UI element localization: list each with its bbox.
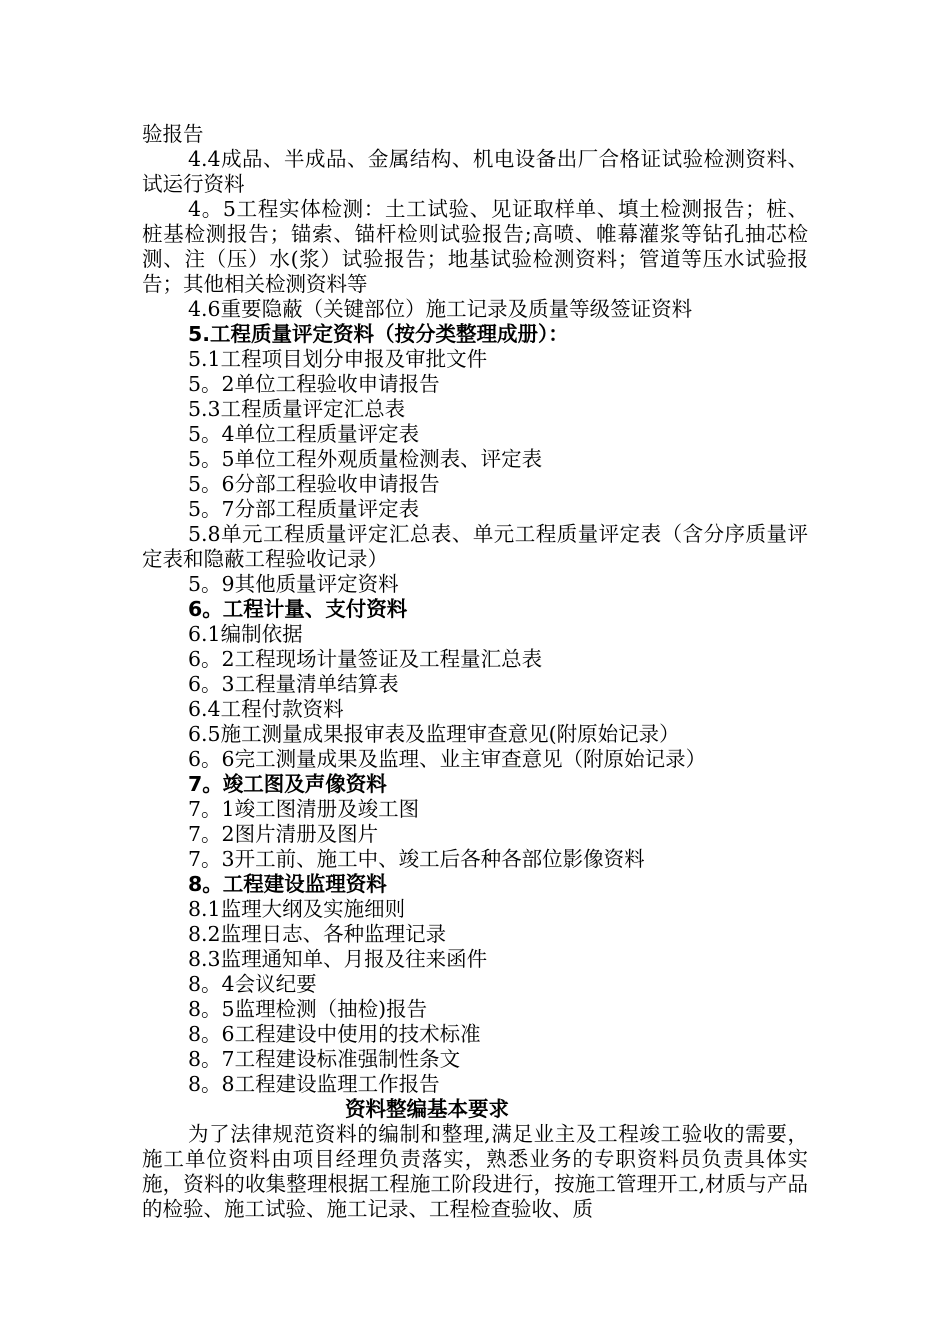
item-4-4: 4.4成品、半成品、金属结构、机电设备出厂合格证试验检测资料、试运行资料 bbox=[142, 147, 808, 196]
list-item: 5。6分部工程验收申请报告 bbox=[188, 472, 440, 496]
list-item: 7。3开工前、施工中、竣工后各种各部位影像资料 bbox=[188, 847, 645, 871]
section-8-heading: 8。工程建设监理资料 bbox=[188, 872, 387, 896]
list-item: 5。5单位工程外观质量检测表、评定表 bbox=[188, 447, 543, 471]
list-item: 8.3监理通知单、月报及往来函件 bbox=[188, 947, 488, 971]
item-4-5: 4。5工程实体检测：土工试验、见证取样单、填土检测报告；桩、桩基检测报告；锚索、锚杆检则试验报告;高喷、帷幕灌浆等钻孔抽芯检测、注（压）水(浆）试验报告；地基试验检测资料；管道等压水试验报告；其他相关检测资料等 bbox=[142, 197, 808, 296]
list-item: 6。3工程量清单结算表 bbox=[188, 672, 399, 696]
list-item: 8。8工程建设监理工作报告 bbox=[188, 1072, 440, 1096]
list-item: 5.3工程质量评定汇总表 bbox=[188, 397, 406, 421]
item-5-8: 5.8单元工程质量评定汇总表、单元工程质量评定表（含分序质量评定表和隐蔽工程验收记录） bbox=[142, 522, 808, 571]
item-4-6: 4.6重要隐蔽（关键部位）施工记录及质量等级签证资料 bbox=[188, 297, 693, 321]
section-7-heading: 7。竣工图及声像资料 bbox=[188, 772, 387, 796]
list-item: 7。2图片清册及图片 bbox=[188, 822, 379, 846]
list-item: 8。4会议纪要 bbox=[188, 972, 317, 996]
list-item: 8.1监理大纲及实施细则 bbox=[188, 897, 406, 921]
requirements-body: 为了法律规范资料的编制和整理,满足业主及工程竣工验收的需要，施工单位资料由项目经理负责落实，熟悉业务的专职资料员负责具体实施，资料的收集整理根据工程施工阶段进行，按施工管理开工,材质与产品的检验、施工试验、施工记录、工程检查验收、质 bbox=[142, 1122, 808, 1221]
section-6-heading: 6。工程计量、支付资料 bbox=[188, 597, 408, 621]
list-item: 8.2监理日志、各种监理记录 bbox=[188, 922, 447, 946]
list-item: 5.1工程项目划分申报及审批文件 bbox=[188, 347, 488, 371]
list-item: 7。1竣工图清册及竣工图 bbox=[188, 797, 420, 821]
document-page bbox=[142, 122, 808, 1222]
list-item: 6.5施工测量成果报审表及监理审查意见(附原始记录） bbox=[188, 722, 680, 746]
section-5-heading: 5.工程质量评定资料（按分类整理成册）： bbox=[188, 322, 569, 346]
list-item: 8。5监理检测（抽检)报告 bbox=[188, 997, 428, 1021]
requirements-title: 资料整编基本要求 bbox=[345, 1097, 509, 1121]
list-item: 8。7工程建设标准强制性条文 bbox=[188, 1047, 461, 1071]
list-item: 5。7分部工程质量评定表 bbox=[188, 497, 420, 521]
item-5-9: 5。9其他质量评定资料 bbox=[188, 572, 399, 596]
list-item: 6。2工程现场计量签证及工程量汇总表 bbox=[188, 647, 543, 671]
list-item: 6.1编制依据 bbox=[188, 622, 303, 646]
list-item: 8。6工程建设中使用的技术标准 bbox=[188, 1022, 481, 1046]
list-item: 5。4单位工程质量评定表 bbox=[188, 422, 420, 446]
list-item: 6。6完工测量成果及监理、业主审查意见（附原始记录） bbox=[188, 747, 707, 771]
list-item: 6.4工程付款资料 bbox=[188, 697, 344, 721]
section-4-continuation: 验报告 bbox=[142, 122, 204, 146]
list-item: 5。2单位工程验收申请报告 bbox=[188, 372, 440, 396]
